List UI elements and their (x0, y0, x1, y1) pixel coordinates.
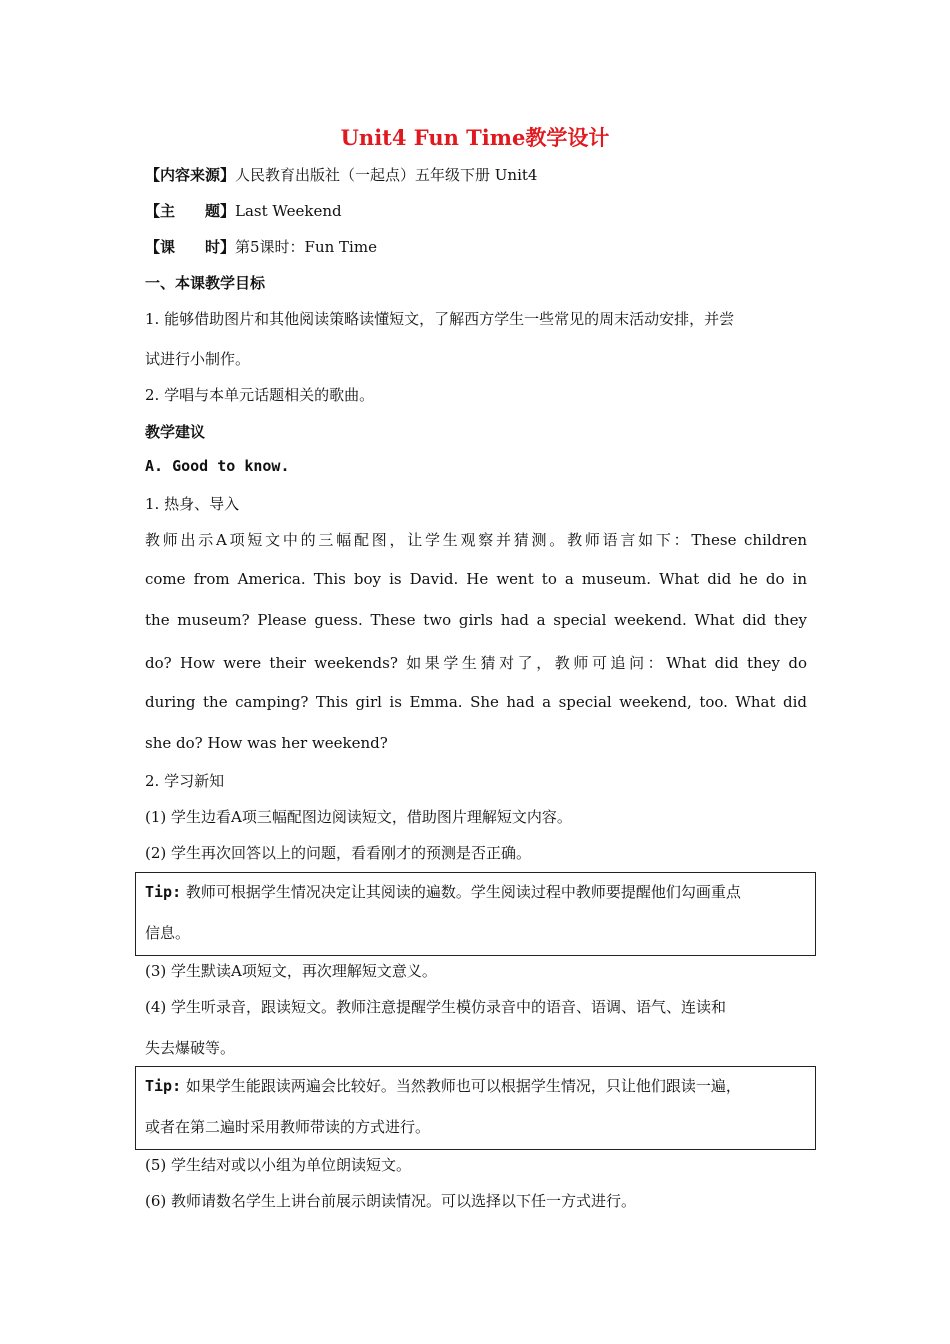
document-title: Unit4 Fun Time教学设计 (340, 125, 610, 150)
paragraph-line-6: she do? How was her weekend? (145, 734, 388, 752)
subsection-a: A. Good to know. (145, 457, 290, 475)
paragraph-line-5: during the camping? This girl is Emma. She had a special weekend, too. What did (145, 693, 807, 711)
item-5: (5) 学生结对或以小组为单位朗读短文。 (145, 1156, 412, 1174)
tip-1-text: 教师可根据学生情况决定让其阅读的遍数。学生阅读过程中教师要提醒他们勾画重点 (181, 883, 741, 901)
paragraph-line-1: 教师出示A项短文中的三幅配图，让学生观察并猜测。教师语言如下：These children (145, 531, 807, 549)
item-3: (3) 学生默读A项短文，再次理解短文意义。 (145, 962, 437, 980)
item-4-line-2: 失去爆破等。 (145, 1039, 236, 1057)
tip-2-label: Tip: (145, 1077, 182, 1095)
section-heading-suggestions: 教学建议 (145, 423, 206, 441)
tip-1-line-2: 信息。 (145, 924, 191, 942)
period-value: 第5课时：Fun Time (235, 238, 377, 256)
paragraph-line-3: the museum? Please guess. These two girls had a special weekend. What did they (145, 611, 807, 629)
item-6: (6) 教师请数名学生上讲台前展示朗读情况。可以选择以下任一方式进行。 (145, 1192, 637, 1210)
tip-1-label: Tip: (145, 883, 182, 901)
meta-period (145, 236, 377, 257)
tip-2-text: 如果学生能跟读两遍会比较好。当然教师也可以根据学生情况，只让他们跟读一遍， (181, 1077, 741, 1095)
tip-box-1 (135, 872, 816, 956)
tip-2-line-2: 或者在第二遍时采用教师带读的方式进行。 (145, 1118, 431, 1136)
tip-2-line-1 (145, 1075, 741, 1096)
goal-1-line-2: 试进行小制作。 (145, 350, 251, 368)
step-2: 2. 学习新知 (145, 772, 225, 790)
goal-2: 2. 学唱与本单元话题相关的歌曲。 (145, 386, 375, 404)
item-1: (1) 学生边看A项三幅配图边阅读短文，借助图片理解短文内容。 (145, 808, 572, 826)
meta-topic (145, 200, 342, 221)
period-label: 【课 时】 (145, 238, 236, 256)
item-4-line-1: (4) 学生听录音，跟读短文。教师注意提醒学生模仿录音中的语音、语调、语气、连读和 (145, 998, 727, 1016)
paragraph-line-4: do? How were their weekends? 如果学生猜对了，教师可追问：What did they do (145, 654, 807, 672)
section-heading-goals: 一、本课教学目标 (145, 274, 266, 292)
source-label: 【内容来源】 (145, 166, 236, 184)
meta-source (145, 164, 537, 185)
item-2: (2) 学生再次回答以上的问题，看看刚才的预测是否正确。 (145, 844, 532, 862)
topic-label: 【主 题】 (145, 202, 236, 220)
source-value: 人民教育出版社（一起点）五年级下册 Unit4 (235, 166, 538, 184)
topic-value: Last Weekend (235, 202, 342, 220)
tip-box-2 (135, 1066, 816, 1150)
paragraph-line-2: come from America. This boy is David. He went to a museum. What did he do in (145, 570, 807, 588)
step-1: 1. 热身、导入 (145, 495, 240, 513)
tip-1-line-1 (145, 881, 741, 902)
goal-1-line-1: 1. 能够借助图片和其他阅读策略读懂短文，了解西方学生一些常见的周末活动安排，并尝 (145, 310, 735, 328)
